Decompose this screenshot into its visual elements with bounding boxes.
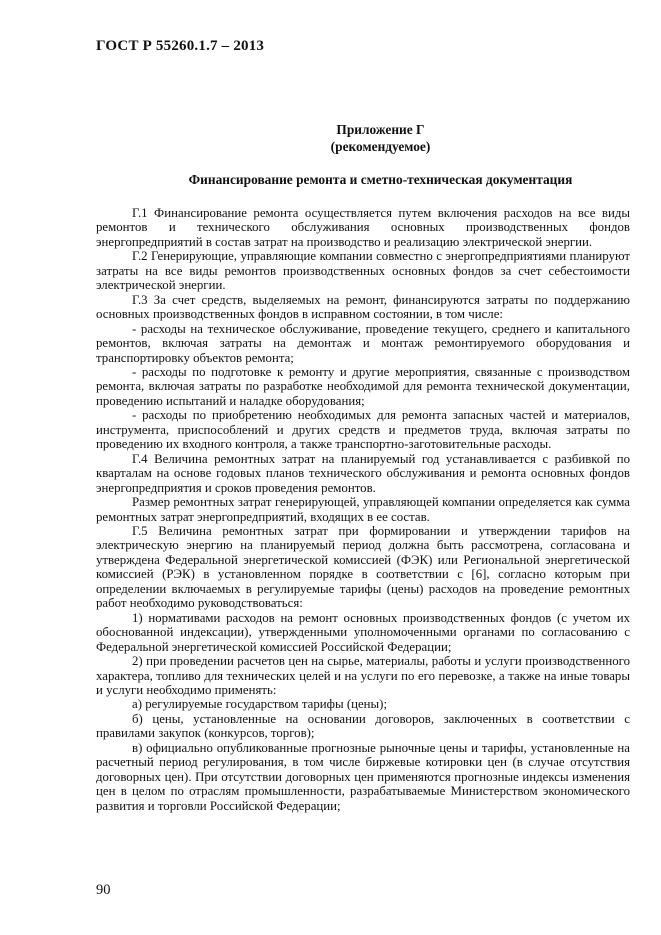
- paragraph-g5: Г.5 Величина ремонтных затрат при формировании и утверждении тарифов на электрическую энергию на планируемый период должна быть рассмотрена, согласована и утверждена Федеральной энергетической комиссией (ФЭК) или Региональной энергетической комиссией (РЭК) в установленном порядке в соответствии с [6], согласно которым при определении включаемых в регулируемые тарифы (цены) расходов на проведение ремонтных работ необходимо руководствоваться:: [96, 523, 630, 611]
- list-item: 2) при проведении расчетов цен на сырье, материалы, работы и услуги производственного характера, топливо для технических целей и на услуги по его перевозке, а также на иные товары и услуги необходимо применять:: [96, 654, 630, 697]
- list-item: - расходы по приобретению необходимых для ремонта запасных частей и материалов, инструмента, приспособлений и других средств и предметов труда, включая затраты по проведению их входного контроля, а также транспортно-заготовительные расходы.: [96, 408, 630, 452]
- paragraph-g1: Г.1 Финансирование ремонта осуществляется путем включения расходов на все виды ремонтов и технического обслуживания основных производственных фондов энергопредприятий в состав затрат на производство и реализацию электрической энергии.: [96, 206, 630, 249]
- paragraph-g4: Г.4 Величина ремонтных затрат на планируемый год устанавливается с разбивкой по кварталам на основе годовых планов технического обслуживания и ремонта основных фондов энергопредприятия и сроков проведения ремонтов.: [96, 451, 630, 495]
- paragraph-g2: Г.2 Генерирующие, управляющие компании совместно с энергопредприятиями планируют затраты на все виды ремонтов производственных основных фондов за счет себестоимости электрической энергии.: [96, 249, 630, 293]
- document-body: [96, 206, 630, 813]
- list-item: 1) нормативами расходов на ремонт основных производственных фондов (с учетом их обоснованной индексации), утвержденными уполномоченными органами по согласованию с Федеральной энергетической комиссией Российской Федерации;: [96, 610, 630, 654]
- section-title: Финансирование ремонта и сметно-техническая документация: [188, 172, 573, 187]
- document-header: ГОСТ Р 55260.1.7 – 2013: [96, 38, 265, 54]
- appendix-title: Приложение Г: [336, 122, 425, 137]
- list-item: а) регулируемые государством тарифы (цены);: [132, 697, 388, 712]
- appendix-subtitle: (рекомендуемое): [330, 139, 431, 154]
- list-item: - расходы по подготовке к ремонту и другие мероприятия, связанные с производством ремонта, включая затраты по разработке необходимой для ремонта технической документации, проведению испытаний и наладке оборудования;: [96, 364, 630, 408]
- paragraph: Размер ремонтных затрат генерирующей, управляющей компании определяется как сумма ремонтных затрат энергопредприятий, входящих в ее состав.: [96, 495, 630, 524]
- list-item: в) официально опубликованные прогнозные рыночные цены и тарифы, установленные на расчетный период регулирования, в том числе биржевые котировки цен (в случае отсутствия договорных цен). При отсутствии договорных цен применяются прогнозные индексы изменения цен в целом по отраслям промышленности, разрабатываемые Министерством экономического развития и торговли Российской Федерации;: [96, 740, 630, 813]
- page-number: 90: [96, 882, 111, 898]
- list-item: б) цены, установленные на основании договоров, заключенных в соответствии с правилами закупок (конкурсов, торгов);: [96, 711, 630, 741]
- paragraph-g3: Г.3 За счет средств, выделяемых на ремонт, финансируются затраты по поддержанию основных производственных фондов в исправном состоянии, в том числе:: [96, 292, 630, 322]
- list-item: - расходы на техническое обслуживание, проведение текущего, среднего и капитального ремонтов, включая затраты на демонтаж и монтаж ремонтируемого оборудования и транспортировку объектов ремонта;: [96, 321, 630, 365]
